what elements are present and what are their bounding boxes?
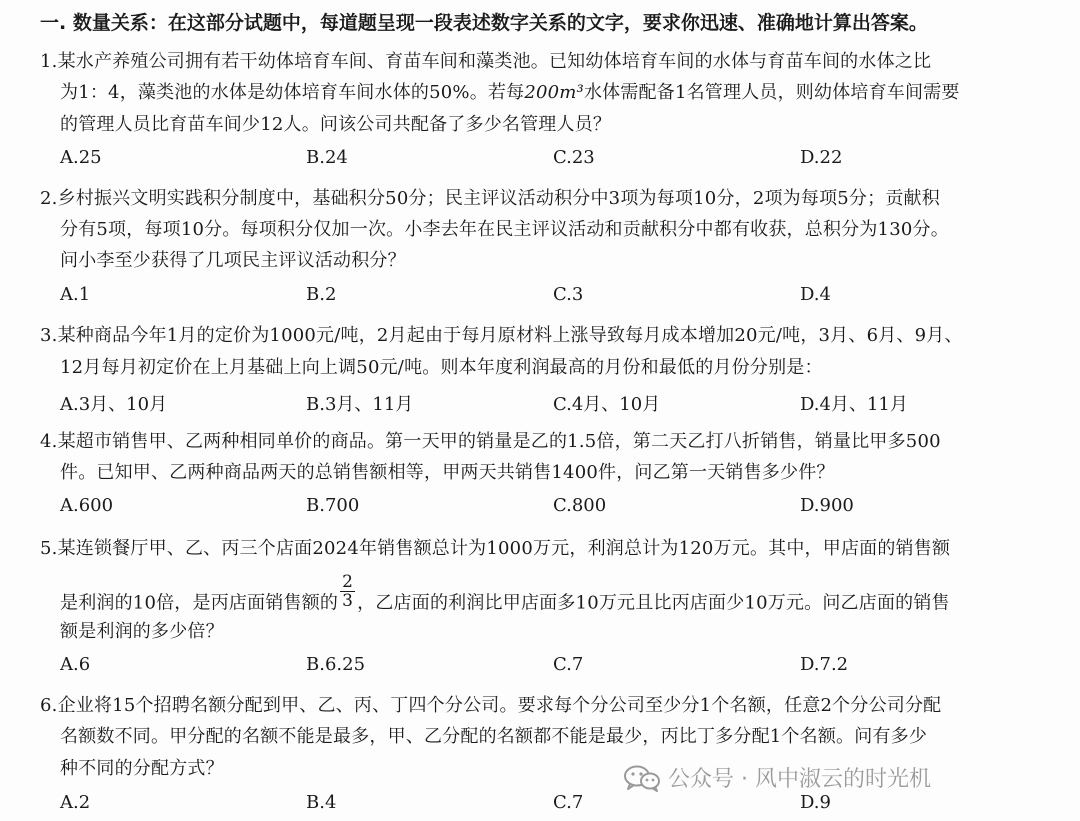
q6-line1: 6.企业将15个招聘名额分配到甲、乙、丙、丁四个分公司。要求每个分公司至少分1个名额，任意2个分公司分配: [40, 695, 942, 716]
q3-line1: 3.某种商品今年1月的定价为1000元/吨，2月起由于每月原材料上涨导致每月成本增加20元/吨，3月、6月、9月、: [40, 325, 963, 346]
q6-option-a: A.2: [60, 792, 91, 813]
q4-line1: 4.某超市销售甲、乙两种相同单价的商品。第一天甲的销量是乙的1.5倍，第二天乙打八折销售，销量比甲多500: [40, 431, 941, 452]
q3-line2: 12月每月初定价在上月基础上向上调50元/吨。则本年度利润最高的月份和最低的月份分别是：: [60, 357, 823, 378]
q1-option-b: B.24: [306, 147, 348, 168]
q4-line2: 件。已知甲、乙两种商品两天的总销售额相等，甲两天共销售1400件，问乙第一天销售多少件？: [60, 462, 835, 483]
q2-option-c: C.3: [553, 284, 584, 305]
q3-option-b: B.3月、11月: [306, 394, 414, 415]
q2-option-b: B.2: [306, 284, 337, 305]
q5-line2: 是利润的10倍，是丙店面销售额的 $\frac{2}{3}$ ，乙店面的利润比甲店面多10万元且比丙店面少10万元。问乙店面的销售: [60, 572, 950, 614]
q2-line2: 分有5项，每项10分。每项积分仅加一次。小李去年在民主评议活动和贡献积分中都有收获，总积分为130分。: [60, 219, 949, 240]
q3-option-c: C.4月、10月: [553, 394, 661, 415]
q4-option-c: C.800: [553, 495, 607, 516]
q6-line2: 名额数不同。甲分配的名额不能是最多，甲、乙分配的名额都不能是最少，丙比丁多分配1个名额。问有多少: [60, 726, 928, 747]
q2-option-d: D.4: [800, 284, 831, 305]
q1-line2: 为1：4，藻类池的水体是幼体培育车间水体的50%。若每200m³水体需配备1名管理人员，则幼体培育车间需要: [60, 82, 960, 103]
q6-option-b: B.4: [306, 792, 337, 813]
q4-option-b: B.700: [306, 495, 360, 516]
q1-line1: 1.某水产养殖公司拥有若干幼体培育车间、育苗车间和藻类池。已知幼体培育车间的水体与育苗车间的水体之比: [40, 51, 932, 72]
q5-line3: 额是利润的多少倍？: [60, 621, 224, 642]
q5-option-c: C.7: [553, 654, 584, 675]
q5-line1: 5.某连锁餐厅甲、乙、丙三个店面2024年销售额总计为1000万元，利润总计为120万元。其中，甲店面的销售额: [40, 538, 951, 559]
q1-option-d: D.22: [800, 147, 843, 168]
q1-math-volume: 200m³: [524, 82, 584, 103]
q1-option-c: C.23: [553, 147, 595, 168]
q1-option-a: A.25: [60, 147, 102, 168]
q2-line1: 2.乡村振兴文明实践积分制度中，基础积分50分；民主评议活动积分中3项为每项10分，2项为每项5分；贡献积: [40, 188, 940, 209]
q6-option-d: D.9: [800, 792, 831, 813]
q4-option-d: D.900: [800, 495, 854, 516]
watermark: [622, 762, 931, 793]
q5-option-b: B.6.25: [306, 654, 366, 675]
q3-option-a: A.3月、10月: [60, 394, 168, 415]
q1-line3: 的管理人员比育苗车间少12人。问该公司共配备了多少名管理人员？: [60, 114, 612, 135]
wechat-icon: [622, 764, 662, 792]
q3-option-d: D.4月、11月: [800, 394, 908, 415]
q6-option-c: C.7: [553, 792, 584, 813]
q2-option-a: A.1: [60, 284, 91, 305]
q5-option-d: D.7.2: [800, 654, 849, 675]
q6-line3: 种不同的分配方式？: [60, 758, 224, 779]
q4-option-a: A.600: [60, 495, 114, 516]
q5-option-a: A.6: [60, 654, 91, 675]
q2-line3: 问小李至少获得了几项民主评议活动积分？: [60, 250, 406, 271]
q5-fraction: $\frac{2}{3}$: [342, 572, 354, 611]
watermark-text: 公众号 · 风中淑云的时光机: [668, 767, 931, 792]
section-header: 一. 数量关系：在这部分试题中，每道题呈现一段表述数字关系的文字，要求你迅速、准确地计算出答案。: [40, 12, 928, 34]
